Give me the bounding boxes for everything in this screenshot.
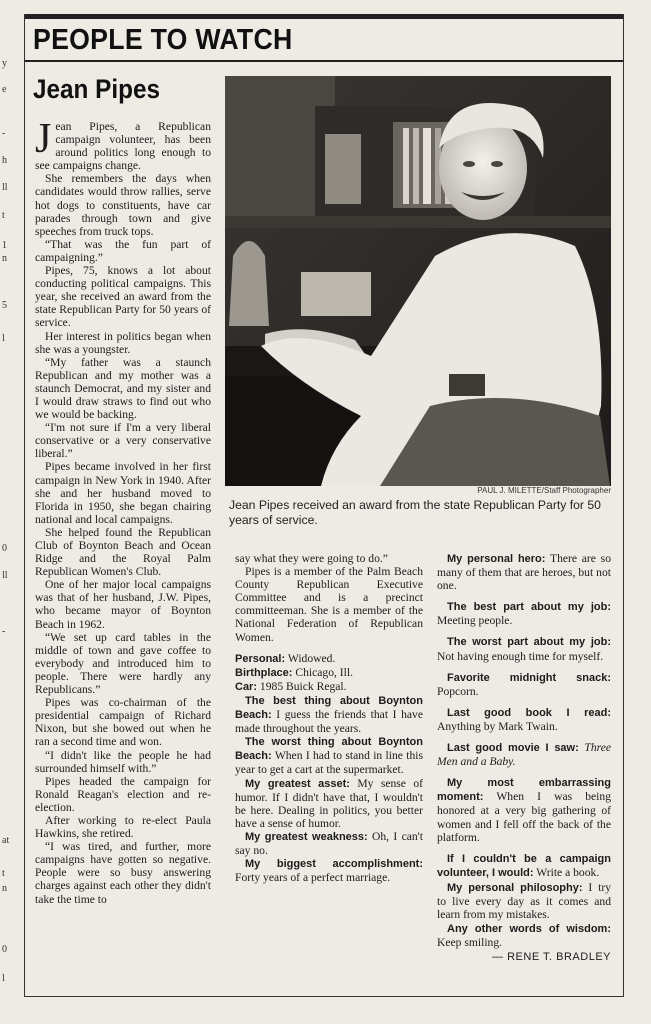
- paragraph: Pipes became involved in her first campaign in New York in 1940. After she and her husband moved to Florida in 1950, she began chairing national and local campaigns.: [35, 460, 211, 526]
- paragraph: She helped found the Republican Club of Boynton Beach and Ocean Ridge and the Royal Palm Republican Women's Club.: [35, 525, 211, 579]
- qa-item: The worst part about my job: Not having enough time for myself.: [437, 636, 611, 663]
- paragraph: After working to re-elect Paula Hawkins, she retired.: [35, 813, 211, 841]
- qa-item: The best part about my job: Meeting people.: [437, 601, 611, 628]
- margin-fragment: ll: [2, 570, 8, 581]
- paragraph: Pipes is a member of the Palm Beach County Republican Executive Committee and is a precinct committeeman. She is a member of the National Federation of Republican Women.: [235, 565, 423, 644]
- lead-paragraph: Jean Pipes, a Republican campaign volunteer, has been around politics long enough to see campaigns change.: [35, 116, 211, 173]
- fact-personal: Personal: Widowed.: [235, 651, 336, 665]
- drop-cap: J: [35, 116, 52, 162]
- qa-item: Any other words of wisdom: Keep smiling.: [437, 923, 611, 950]
- margin-fragment: l: [2, 973, 5, 984]
- paragraph: say what they were going to do.”: [235, 552, 388, 565]
- margin-fragment: 0: [2, 944, 7, 955]
- qa-item: My greatest asset: My sense of humor. If I didn't have that, I wouldn't be here. Dealing in politics, you better have a sense of humor.: [235, 776, 423, 830]
- margin-fragment: h: [2, 155, 7, 166]
- photo-credit: PAUL J. MILETTE/Staff Photographer: [477, 486, 611, 495]
- margin-fragment: 5: [2, 300, 7, 311]
- byline: — RENE T. BRADLEY: [492, 951, 611, 964]
- fact-car: Car: 1985 Buick Regal.: [235, 679, 347, 693]
- paragraph: Her interest in politics began when she was a youngster.: [35, 329, 211, 356]
- margin-fragment: -: [2, 128, 6, 139]
- facts-block: [235, 652, 423, 694]
- photo-caption: Jean Pipes received an award from the state Republican Party for 50 years of service.: [229, 498, 601, 527]
- margin-fragment: -: [2, 626, 6, 637]
- qa-item: Last good book I read: Anything by Mark Twain.: [437, 706, 611, 733]
- adjacent-column-fragments: [0, 0, 22, 1024]
- margin-fragment: at: [2, 835, 10, 846]
- body-column-2: [235, 552, 423, 884]
- margin-fragment: n: [2, 253, 7, 264]
- body-column-3: [437, 552, 611, 964]
- margin-fragment: n: [2, 883, 7, 894]
- paragraph: She remembers the days when candidates would throw rallies, serve hot dogs to constituents, have car parades through town and give speeches from truck tops.: [35, 172, 211, 238]
- article-frame: [24, 14, 624, 997]
- body-column-1: [35, 116, 211, 906]
- paragraph: “That was the fun part of campaigning.”: [35, 237, 211, 264]
- margin-fragment: t: [2, 868, 5, 879]
- margin-fragment: y: [2, 58, 7, 69]
- qa-item: Last good movie I saw: Three Men and a Baby.: [437, 741, 611, 769]
- paragraph: Pipes, 75, knows a lot about conducting political campaigns. This year, she received an award from the state Republican Party for 50 years of service.: [35, 264, 211, 330]
- header-rule: [25, 60, 623, 62]
- portrait-photo: [225, 76, 611, 486]
- margin-fragment: 0: [2, 543, 7, 554]
- paragraph: One of her major local campaigns was that of her husband, J.W. Pipes, who became mayor of Boynton Beach in 1962.: [35, 578, 211, 631]
- top-rule: [25, 14, 623, 19]
- paragraph: “I was tired, and further, more campaigns have gotten so negative. People were so busy answering charges against each other they didn't take the time to: [35, 840, 211, 906]
- qa-item: My greatest weakness: Oh, I can't say no.: [235, 829, 423, 857]
- qa-item: Favorite midnight snack: Popcorn.: [437, 671, 611, 698]
- qa-item: My most embarrassing moment: When I was being honored at a very big gathering of women and I fell off the back of the platform.: [437, 777, 611, 844]
- margin-fragment: l: [2, 333, 5, 344]
- paragraph: “We set up card tables in the middle of town and gave coffee to everybody and introduced him to people. There were hardly any Republicans.”: [35, 630, 211, 697]
- qa-item: The best thing about Boynton Beach: I guess the friends that I have made throughout the years.: [235, 694, 423, 736]
- portrait-illustration: [225, 76, 611, 486]
- paragraph: “I'm not sure if I'm a very liberal conservative or a very conservative liberal.”: [35, 421, 211, 461]
- margin-fragment: 1: [2, 240, 7, 251]
- paragraph: Pipes headed the campaign for Ronald Reagan's election and re-election.: [35, 774, 211, 814]
- qa-item: The worst thing about Boynton Beach: When I had to stand in line this year to get a cart at the supermarket.: [235, 736, 423, 777]
- qa-item: My biggest accomplishment: Forty years of a perfect marriage.: [235, 858, 423, 885]
- fact-birthplace: Birthplace: Chicago, Ill.: [235, 665, 354, 679]
- qa-item: If I couldn't be a campaign volunteer, I would: Write a book.: [437, 852, 611, 879]
- margin-fragment: ll: [2, 182, 8, 193]
- paragraph: “I didn't like the people he had surrounded himself with.”: [35, 748, 211, 775]
- qa-item: My personal hero: There are so many of them that are heroes, but not one.: [437, 552, 611, 593]
- qa-item: My personal philosophy: I try to live every day as it comes and learn from my mistakes.: [437, 880, 611, 922]
- margin-fragment: t: [2, 210, 5, 221]
- section-title: PEOPLE TO WATCH: [33, 24, 293, 56]
- margin-fragment: e: [2, 84, 7, 95]
- headline: Jean Pipes: [33, 74, 160, 104]
- paragraph: Pipes was co-chairman of the presidential campaign of Richard Nixon, but she bowed out when he ran a second time and won.: [35, 696, 211, 749]
- paragraph: “My father was a staunch Republican and my mother was a staunch Democrat, and my sister and I would draw straws to find out who we would be backing.: [35, 355, 211, 422]
